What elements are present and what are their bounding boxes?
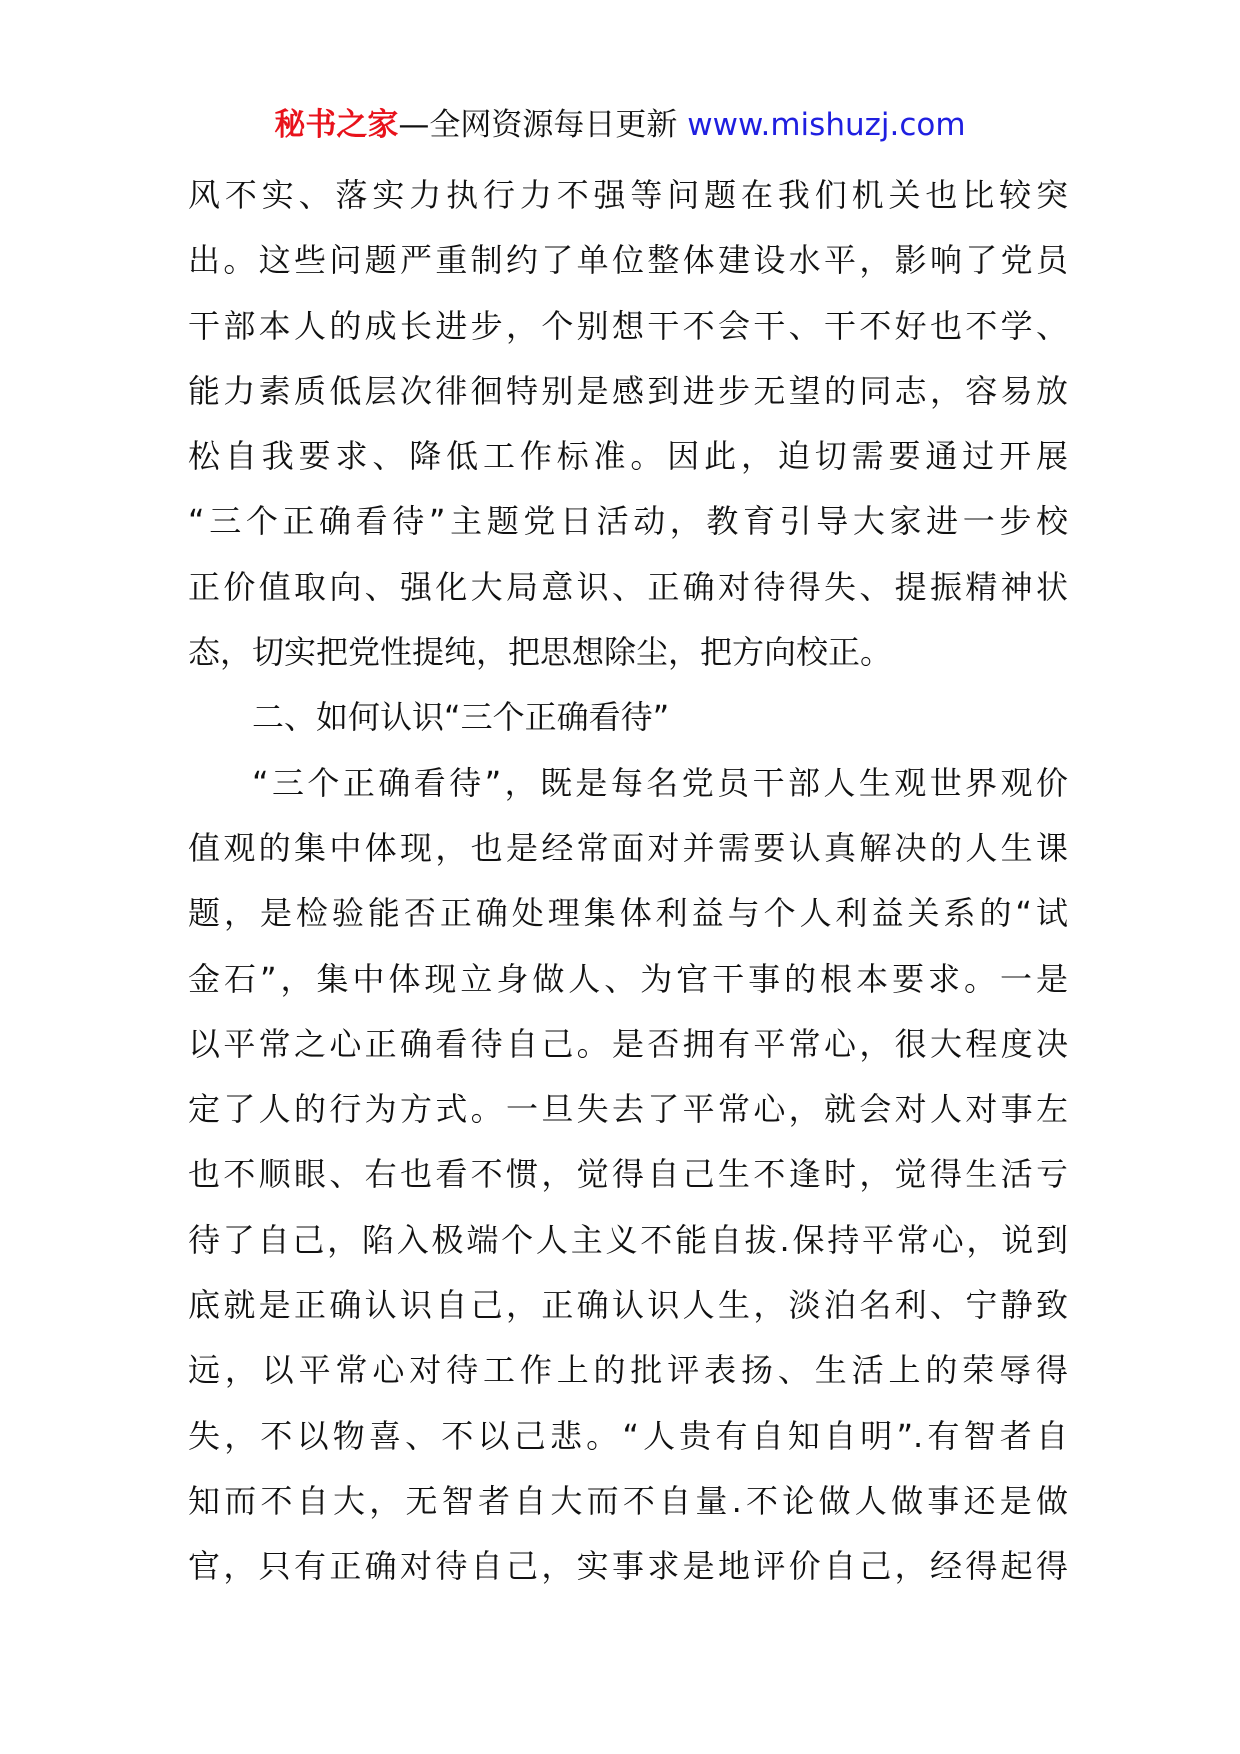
site-tagline: —全网资源每日更新 bbox=[398, 107, 678, 143]
text-line: 值观的集中体现，也是经常面对并需要认真解决的人生课 bbox=[188, 828, 1068, 867]
text-line: 能力素质低层次徘徊特别是感到进步无望的同志，容易放 bbox=[188, 371, 1068, 410]
text-line: “三个正确看待”，既是每名党员干部人生观世界观价 bbox=[252, 763, 1068, 802]
text-line: 失，不以物喜、不以己悲。“人贵有自知自明”.有智者自 bbox=[188, 1416, 1068, 1455]
section-heading: 二、如何认识“三个正确看待” bbox=[252, 698, 670, 737]
site-header bbox=[0, 100, 1240, 150]
text-line: 定了人的行为方式。一旦失去了平常心，就会对人对事左 bbox=[188, 1090, 1068, 1129]
text-line: “三个正确看待”主题党日活动，教育引导大家进一步校 bbox=[188, 502, 1068, 541]
site-url-link[interactable]: www.mishuzj.com bbox=[687, 107, 966, 143]
text-line: 松自我要求、降低工作标准。因此，迫切需要通过开展 bbox=[188, 437, 1068, 476]
text-line: 出。这些问题严重制约了单位整体建设水平，影响了党员 bbox=[188, 241, 1068, 280]
text-line: 正价值取向、强化大局意识、正确对待得失、提振精神状 bbox=[188, 567, 1068, 606]
text-line: 金石”，集中体现立身做人、为官干事的根本要求。一是 bbox=[188, 959, 1068, 998]
text-line: 也不顺眼、右也看不惯，觉得自己生不逢时，觉得生活亏 bbox=[188, 1155, 1068, 1194]
text-line: 待了自己，陷入极端个人主义不能自拔.保持平常心，说到 bbox=[188, 1220, 1068, 1259]
document-body bbox=[188, 163, 1068, 1600]
text-line: 远，以平常心对待工作上的批评表扬、生活上的荣辱得 bbox=[188, 1351, 1068, 1390]
text-line: 态，切实把党性提纯，把思想除尘，把方向校正。 bbox=[188, 633, 893, 672]
text-line: 干部本人的成长进步，个别想干不会干、干不好也不学、 bbox=[188, 306, 1068, 345]
text-line: 风不实、落实力执行力不强等问题在我们机关也比较突 bbox=[188, 176, 1068, 214]
text-line: 知而不自大，无智者自大而不自量.不论做人做事还是做 bbox=[188, 1481, 1068, 1520]
text-line: 题，是检验能否正确处理集体利益与个人利益关系的“试 bbox=[188, 894, 1068, 933]
site-brand: 秘书之家 bbox=[274, 107, 399, 143]
text-line: 底就是正确认识自己，正确认识人生，淡泊名利、宁静致 bbox=[188, 1286, 1068, 1325]
text-line: 官，只有正确对待自己，实事求是地评价自己，经得起得 bbox=[188, 1547, 1068, 1586]
text-line: 以平常之心正确看待自己。是否拥有平常心，很大程度决 bbox=[188, 1024, 1068, 1063]
